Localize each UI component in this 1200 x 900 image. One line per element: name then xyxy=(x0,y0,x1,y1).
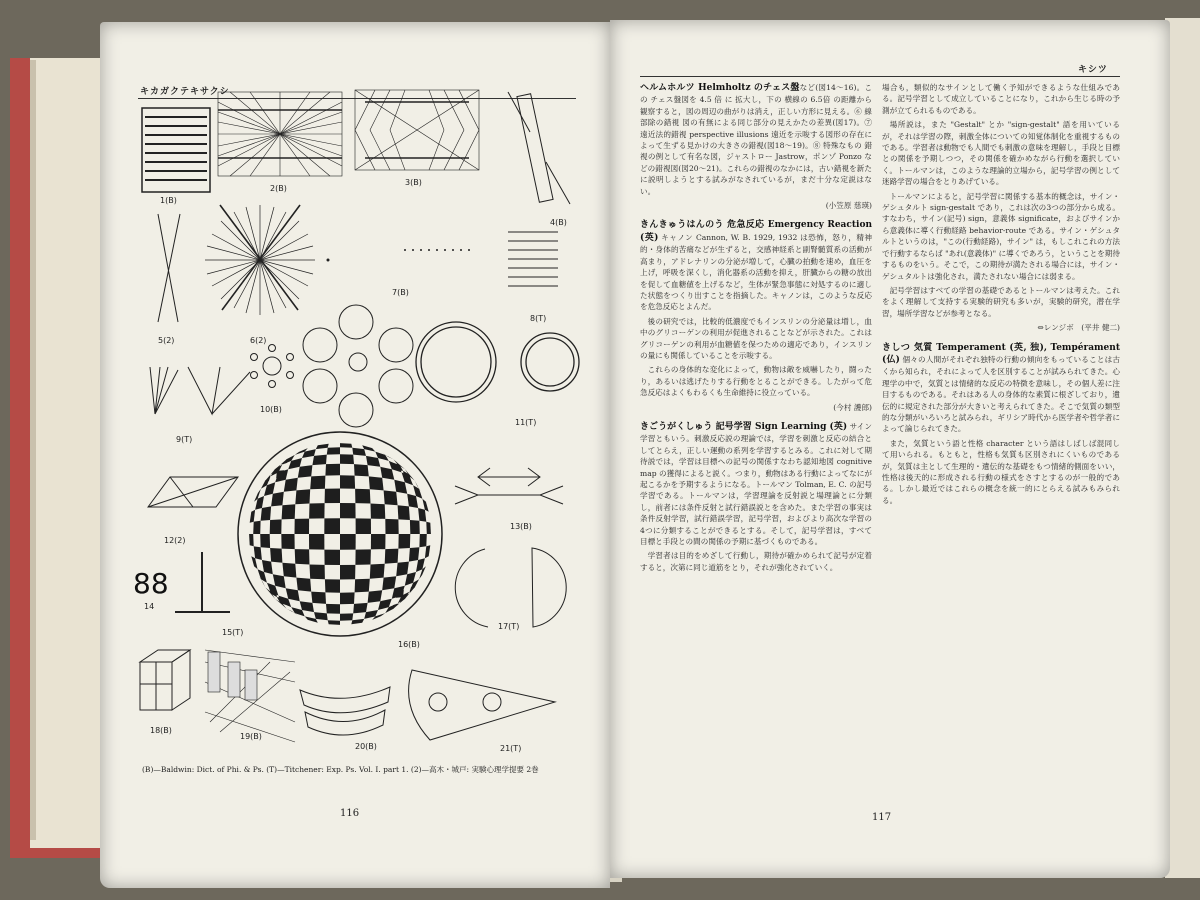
running-head-right: キシツ xyxy=(1078,65,1108,75)
right-page-left-column xyxy=(640,82,872,832)
chess-square xyxy=(384,490,398,505)
chess-square xyxy=(309,503,325,518)
text-emergency-reaction-2: 後の研究では，比較的低濃度でもインスリンの分泌量は増し，血中のグリコーゲンの利用が促進されることなどが示された。これはグリコーゲンの利用が血糖値を保つための適応であり，インスリンの量にも関係していることを示唆する。 xyxy=(640,316,872,360)
headword-emergency-reaction: きんきゅうはんのう 危急反応 Emergency Reaction (英) xyxy=(640,220,872,243)
text-sign-learning-2: 学習者は目的をめざして行動し，期待が確かめられて記号が定着すると，次第に同じ道筋をとり，それが強化されていく。 xyxy=(640,551,872,572)
figure-21-triangle-circles xyxy=(409,670,555,740)
chess-square xyxy=(295,549,310,564)
chess-square xyxy=(325,464,340,476)
chess-square xyxy=(340,592,355,604)
fig-label-20: 20(B) xyxy=(355,742,377,751)
chess-square xyxy=(355,579,370,593)
fig-label-9: 9(T) xyxy=(176,435,193,444)
right-page-edges xyxy=(1165,18,1200,878)
chess-square xyxy=(353,603,367,614)
figure-footnote: (B)—Baldwin: Dict. of Phi. & Ps. (T)—Titchener: Exp. Ps. Vol. I. part 1. (2)—高木・城戸: 実験心理学提要 2巻 xyxy=(142,765,539,774)
fig-label-2: 2(B) xyxy=(270,184,287,193)
text-summary: 記号学習はすべての学習の基礎であるとトールマンは考えた。これをよく理解して支持する実験的研究も多いが，実験的研究，潜在学習，場所学習などが参考となる。 xyxy=(882,285,1120,318)
chess-square xyxy=(295,489,310,504)
entry-sign-learning xyxy=(640,421,872,573)
chess-square xyxy=(396,590,404,598)
chess-square xyxy=(371,534,386,549)
figure-17-arcs xyxy=(455,548,566,627)
chess-square xyxy=(284,478,298,492)
text-emergency-reaction-3: これらの身体的な変化によって，動物は敵を威嚇したり，闘ったり，あるいは逃げたりする行動をとることができる。したがって危急反応はよくもわるくも生命維持に役立っている。 xyxy=(640,365,872,398)
figure-11-delboeuf xyxy=(416,322,579,402)
figure-18-cube xyxy=(140,650,190,710)
fig-label-11: 11(T) xyxy=(515,418,537,427)
fig-label-13: 13(B) xyxy=(510,522,532,531)
headword-helmholtz: ヘルムホルツ Helmholtz のチェス盤 xyxy=(640,83,800,93)
fig-label-14: 14 xyxy=(144,602,155,611)
chess-square xyxy=(396,562,409,577)
chess-square xyxy=(385,519,398,534)
chess-square xyxy=(324,518,340,534)
fig-label-12: 12(2) xyxy=(164,536,186,545)
figure-14-numerals: 88 xyxy=(133,567,169,600)
chess-square xyxy=(325,489,340,504)
chess-square xyxy=(410,520,420,534)
chess-square xyxy=(270,548,282,563)
chess-square xyxy=(298,465,313,478)
figure-8-horizontal-lines xyxy=(508,232,558,286)
text-temperament-2: また，気質という語と性格 character という語はしばしば混同して用いられる。もともと，性格も気質も区別されにくいものであるが，気質は主として生理的・遺伝的な基礎をもつ情緒的側面をいい，性格は後天的に形成される行動の様式をさすとするのが一般的である。しかし最近ではこれらの概念を統一的にとらえる試みもみられる。 xyxy=(882,438,1120,505)
chess-square xyxy=(419,534,426,547)
headword-sign-learning: きごうがくしゅう 記号学習 Sign Learning (英) xyxy=(640,421,848,432)
figure-7-dotted-line xyxy=(404,249,470,251)
chess-square xyxy=(324,550,340,565)
figure-1-striped-bars xyxy=(142,108,210,192)
fig-label-18: 18(B) xyxy=(150,726,172,735)
fig-label-21: 21(T) xyxy=(500,744,522,753)
fig-label-4: 4(B) xyxy=(550,218,567,227)
chess-square xyxy=(398,534,410,549)
signature-hirai: (平井 健二) xyxy=(1081,323,1120,333)
see-also: ⇔レンジボ xyxy=(1037,323,1074,333)
chess-square xyxy=(340,613,353,620)
chess-square xyxy=(328,620,340,625)
chess-square xyxy=(260,534,270,548)
fig-label-8: 8(T) xyxy=(530,314,547,323)
figure-13-muller-lyer xyxy=(455,468,563,504)
chess-square xyxy=(310,476,325,490)
chess-square xyxy=(295,519,310,534)
signature-imamura: (今村 護郎) xyxy=(833,402,872,412)
chess-square xyxy=(253,521,260,534)
chess-square xyxy=(385,549,399,564)
running-head-left: キカガクテキサクシ xyxy=(140,87,230,97)
right-page xyxy=(610,20,1170,878)
chess-square xyxy=(340,443,352,448)
fig-label-15: 15(T) xyxy=(222,628,244,637)
figure-20-jastrow xyxy=(300,687,390,735)
chess-square xyxy=(340,534,356,550)
chess-square xyxy=(249,534,254,546)
figure-15-vertical-horizontal xyxy=(175,552,230,612)
chess-square xyxy=(326,604,340,614)
figure-4-poggendorff xyxy=(508,92,570,204)
fig-label-1: 1(B) xyxy=(160,196,177,205)
chess-square xyxy=(340,454,354,464)
chess-square xyxy=(370,564,385,579)
figure-2-hering-illusion xyxy=(218,92,342,176)
fig-label-10: 10(B) xyxy=(260,405,282,414)
fig-label-6: 6(2) xyxy=(250,336,267,345)
chess-square xyxy=(311,592,326,604)
chess-square xyxy=(426,522,431,534)
text-helmholtz: など(図14～16)。この チェス盤図を 4.5 倍 に 拡大し，下の 横線の 6.5倍 の距離から観察すると，図の周辺の曲がりは消え，正しい方形に見える。⑥ 線部除の錯視 図の有無による同じ部分の見えかたの差異(図17)。⑦ 遠近法的錯視 perspective illusions 遠近を示唆する図形の存在によって生ずる見かけの大きさの錯視(図18～19)。⑧ 特殊なもの 錯視の例として有名な図，ジャストロー Jastrow，ポンゾ Ponzo などの錯視図(図20～21)。これらの錯視のなかには，古い錯視を新たに説明しようとする試みがなされているが，まだ十分な定説はない。 xyxy=(640,83,872,196)
text-sign-learning: サイン学習ともいう。刺激反応説の理論では，学習を刺激と反応の結合としてとらえ，正しい運動の系列を学習するとみる。これに対して期待説では，学習は目標への記号の関係すなわち認知地図 cognitive map の獲得によると説く。つまり，動物はある行動によってなにが起こるかを予期するようになる。トールマン Tolman, E. C. の記号学習である。トールマンは，学習理論を反射説と場理論とに分類し，前者には条件反射と試行錯誤説とを含めた。また学習の事実は条件反射学習，試行錯誤学習，記号学習，およびより高次な学習の4つに分類することができるとする。そして，記号学習は，すべて目標と手段との間の関係の予期に基づくものである。 xyxy=(640,421,872,547)
fig-label-7: 7(B) xyxy=(392,288,409,297)
chess-square xyxy=(310,565,325,580)
chess-square xyxy=(354,464,369,476)
chess-square xyxy=(340,565,355,580)
fig-label-19: 19(B) xyxy=(240,732,262,741)
page-number-right: 117 xyxy=(872,812,892,823)
text-sign-learning-cont: 場合も，類似的なサインとして働く予知ができるような仕組みである。記号学習として成立していることになり，これから生じる時の予測が立てられるものである。 xyxy=(882,83,1120,115)
figure-3-wundt-illusion xyxy=(355,90,479,170)
chess-square xyxy=(355,489,370,504)
fig-label-3: 3(B) xyxy=(405,178,422,187)
text-gestalt: 場所説は，また "Gestalt" とか "sign-gestalt" 語を用いているが，それは学習の際，刺激全体についての知覚体制化を重視するものである。学習者は動物でも人間でも刺激の意味を理解し，手段と目標との関係を予期しつつ，その関係を確かめながら行動を選択していく。トールマンは，このような理論的立場から，記号学習の例として迷路学習の場合をとりあげている。 xyxy=(882,120,1120,187)
fig-label-16: 16(B) xyxy=(398,640,420,649)
chess-square xyxy=(356,518,371,534)
chess-square xyxy=(271,492,284,507)
figure-6-radiating-lines xyxy=(205,205,315,315)
entry-helmholtz xyxy=(640,82,872,197)
chess-square xyxy=(282,563,296,578)
text-temperament: 個々の人間がそれぞれ独特の行動の傾向をもっていることは古くから知られ，それによって人を区別することが試みられてきた。心理学の中で，気質とは情緒的な反応の特徴を意味し，その個人差に注目するものである。それはある人の身体的な素質に根ざしており，遺伝的に規定された部分が大きいと考えられてきた。そこで気質の類型的な分類がいろいろと試みられ，ギリシア時代から医学者や哲学者によって論じられてきた。 xyxy=(882,354,1120,434)
signature-ogasawara: (小笠原 慈瑛) xyxy=(825,201,872,211)
figure-16-helmholtz-chessboard xyxy=(238,432,442,636)
text-emergency-reaction: キャノン Cannon, W. B. 1929, 1932 は恐怖，怒り，精神的・身体的苦痛などが生ずると，交感神経系と副腎髄質系の活動が高まり，アドレナリンの分泌が増して，心臓の拍動を速め，血圧を上げ，呼吸を深くし，消化器系の活動を抑え，肝臓からの糖の放出を促して血糖値を上げるなど，生体が緊急事態に対処するのに適した状態をつくり出すことを指摘した。キャノンは，このような反応を危急反応とよんだ。 xyxy=(640,232,872,312)
chess-square xyxy=(398,505,410,520)
see-also-and-signature xyxy=(882,322,1120,333)
left-page-edges xyxy=(30,58,105,848)
fig-label-5: 5(2) xyxy=(158,336,175,345)
chess-square xyxy=(382,576,396,590)
page-number-left: 116 xyxy=(340,808,360,819)
figure-9-angles xyxy=(150,367,250,414)
chess-square xyxy=(368,590,383,603)
header-rule-right xyxy=(640,76,1120,77)
right-page-right-column xyxy=(882,82,1120,832)
chess-square xyxy=(340,475,355,488)
chess-square xyxy=(281,534,294,549)
illusion-figures xyxy=(100,22,610,888)
chess-square xyxy=(355,549,371,565)
text-sign-gestalt: トールマンによると，記号学習に関係する基本的概念は，サイン・ゲシュタルト sign-gestalt であり，これは次の3つの部分から成る。すなわち，サイン(記号) sign，意義体 significate，およびサインから意義体に導く行動経路 behavior-route である。サイン・ゲシュタルトというのは，"この(行動経路)，サイン" は，もしこれこれの方法で行動するならば "あれ(意義体)" に導くであろう，ということを期待するものをいう。そこで，この期待が満たされる場合には，サイン・ゲシュタルトは強化され，満たされない場合には弱まる。 xyxy=(882,191,1120,281)
figure-5-crossing-lines xyxy=(158,214,180,322)
entry-emergency-reaction xyxy=(640,219,872,413)
chess-square xyxy=(309,534,324,550)
left-page xyxy=(100,22,610,888)
entry-temperament xyxy=(882,342,1120,507)
chess-square xyxy=(282,504,296,519)
chess-square xyxy=(312,455,326,466)
chess-square xyxy=(261,506,272,520)
fig-label-17: 17(T) xyxy=(498,622,520,631)
chess-square xyxy=(325,579,340,592)
figure-12-sander-parallelogram xyxy=(148,477,238,507)
chess-square xyxy=(327,447,340,454)
chess-square xyxy=(340,503,356,518)
chess-square xyxy=(296,578,311,592)
chess-square xyxy=(270,519,282,534)
figure-19-perspective xyxy=(205,650,295,742)
headword-temperament: きしつ 気質 Temperament (英, 独), Tempérament (仏) xyxy=(882,342,1120,365)
chess-square xyxy=(371,504,386,519)
chess-square xyxy=(369,476,384,490)
chess-square xyxy=(409,547,420,561)
